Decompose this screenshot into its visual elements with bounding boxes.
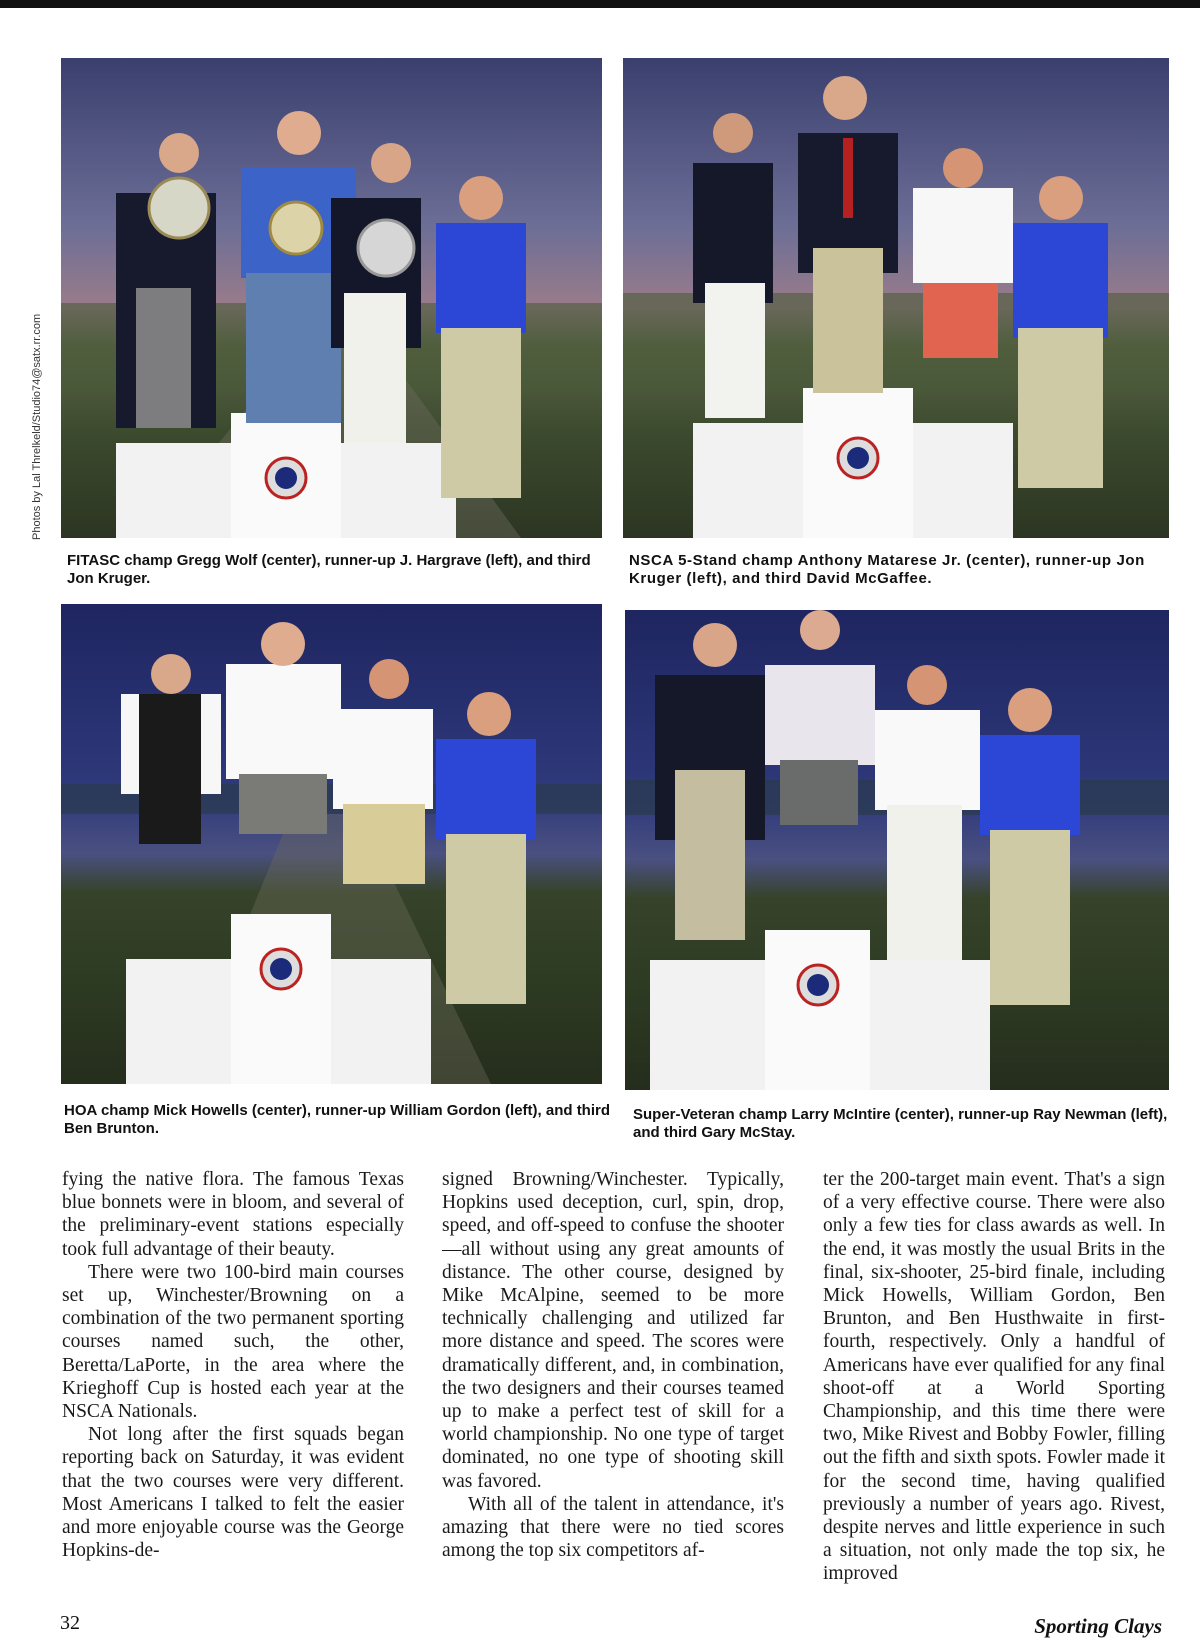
top-rule xyxy=(0,0,1200,8)
photo-caption: NSCA 5-Stand champ Anthony Matarese Jr. (center), runner-up Jon Kruger (left), and third David McGaffee. xyxy=(629,552,1145,587)
photo-super-veteran-podium xyxy=(625,610,1169,1090)
photo-caption: Super-Veteran champ Larry McIntire (center), runner-up Ray Newman (left), and third Gary McStay. xyxy=(633,1106,1168,1141)
photo-fitasc-podium xyxy=(61,58,602,538)
page-number: 32 xyxy=(60,1612,80,1634)
article-column-1 xyxy=(62,1168,404,1600)
paragraph: fying the native flora. The famous Texas blue bonnets were in bloom, and several of the preliminary-event stations especially took full advantage of their beauty. xyxy=(62,1169,404,1260)
photo-credit xyxy=(30,300,44,540)
magazine-name: Sporting Clays xyxy=(1034,1614,1162,1638)
article-column-3 xyxy=(823,1168,1165,1600)
paragraph: Not long after the first squads began reporting back on Saturday, it was evident that the two courses were very different. Most Americans I talked to felt the easier and more enjoyable course was the George Hopkins-de- xyxy=(62,1424,404,1562)
paragraph: signed Browning/Winchester. Typically, Hopkins used deception, curl, spin, drop, speed, and off-speed to confuse the shooter—all without using any great amounts of distance. The other course, designed by Mike McAlpine, seemed to be more technically challenging and utilized far more distance and speed. The scores were dramatically different, and, in combination, the two designers and their courses teamed up to make a perfect test of skill for a world championship. No one type of target dominated, no one type of shooting skill was favored. xyxy=(442,1169,784,1492)
paragraph: There were two 100-bird main courses set up, Winchester/Browning on a combination of the two permanent sporting courses named such, the other, Beretta/LaPorte, in the area where the Krieghoff Cup is hosted each year at the NSCA Nationals. xyxy=(62,1261,404,1423)
article-column-2 xyxy=(442,1168,784,1600)
photo-nsca-5-stand-podium xyxy=(623,58,1169,538)
photo-caption: HOA champ Mick Howells (center), runner-up William Gordon (left), and third Ben Brunton. xyxy=(64,1102,611,1137)
photo-caption: FITASC champ Gregg Wolf (center), runner-up J. Hargrave (left), and third Jon Kruger. xyxy=(67,552,591,587)
paragraph: With all of the talent in attendance, it's amazing that there were no tied scores among the top six competitors af- xyxy=(442,1493,784,1562)
paragraph: ter the 200-target main event. That's a sign of a very effective course. There were also only a few ties for class awards as well. In the end, it was mostly the usual Brits in the final, six-shooter, 25-bird finale, including Mick Howells, William Gordon, Ben Brunton, and Ben Husthwaite in first-fourth, respectively. Only a handful of Americans have ever qualified for any final shoot-off at a World Sporting Championship, and this time there were two, Mike Rivest and Bobby Fowler, filling out the fifth and sixth spots. Fowler made it for the second time, having qualified previously a number of years ago. Rivest, despite nerves and little experience in such a situation, not only made the top six, he improved xyxy=(823,1169,1165,1585)
photo-credit-text: Photos by Lal Threlkeld/Studio74@satx.rr.com xyxy=(31,313,43,540)
photo-hoa-podium xyxy=(61,604,602,1084)
